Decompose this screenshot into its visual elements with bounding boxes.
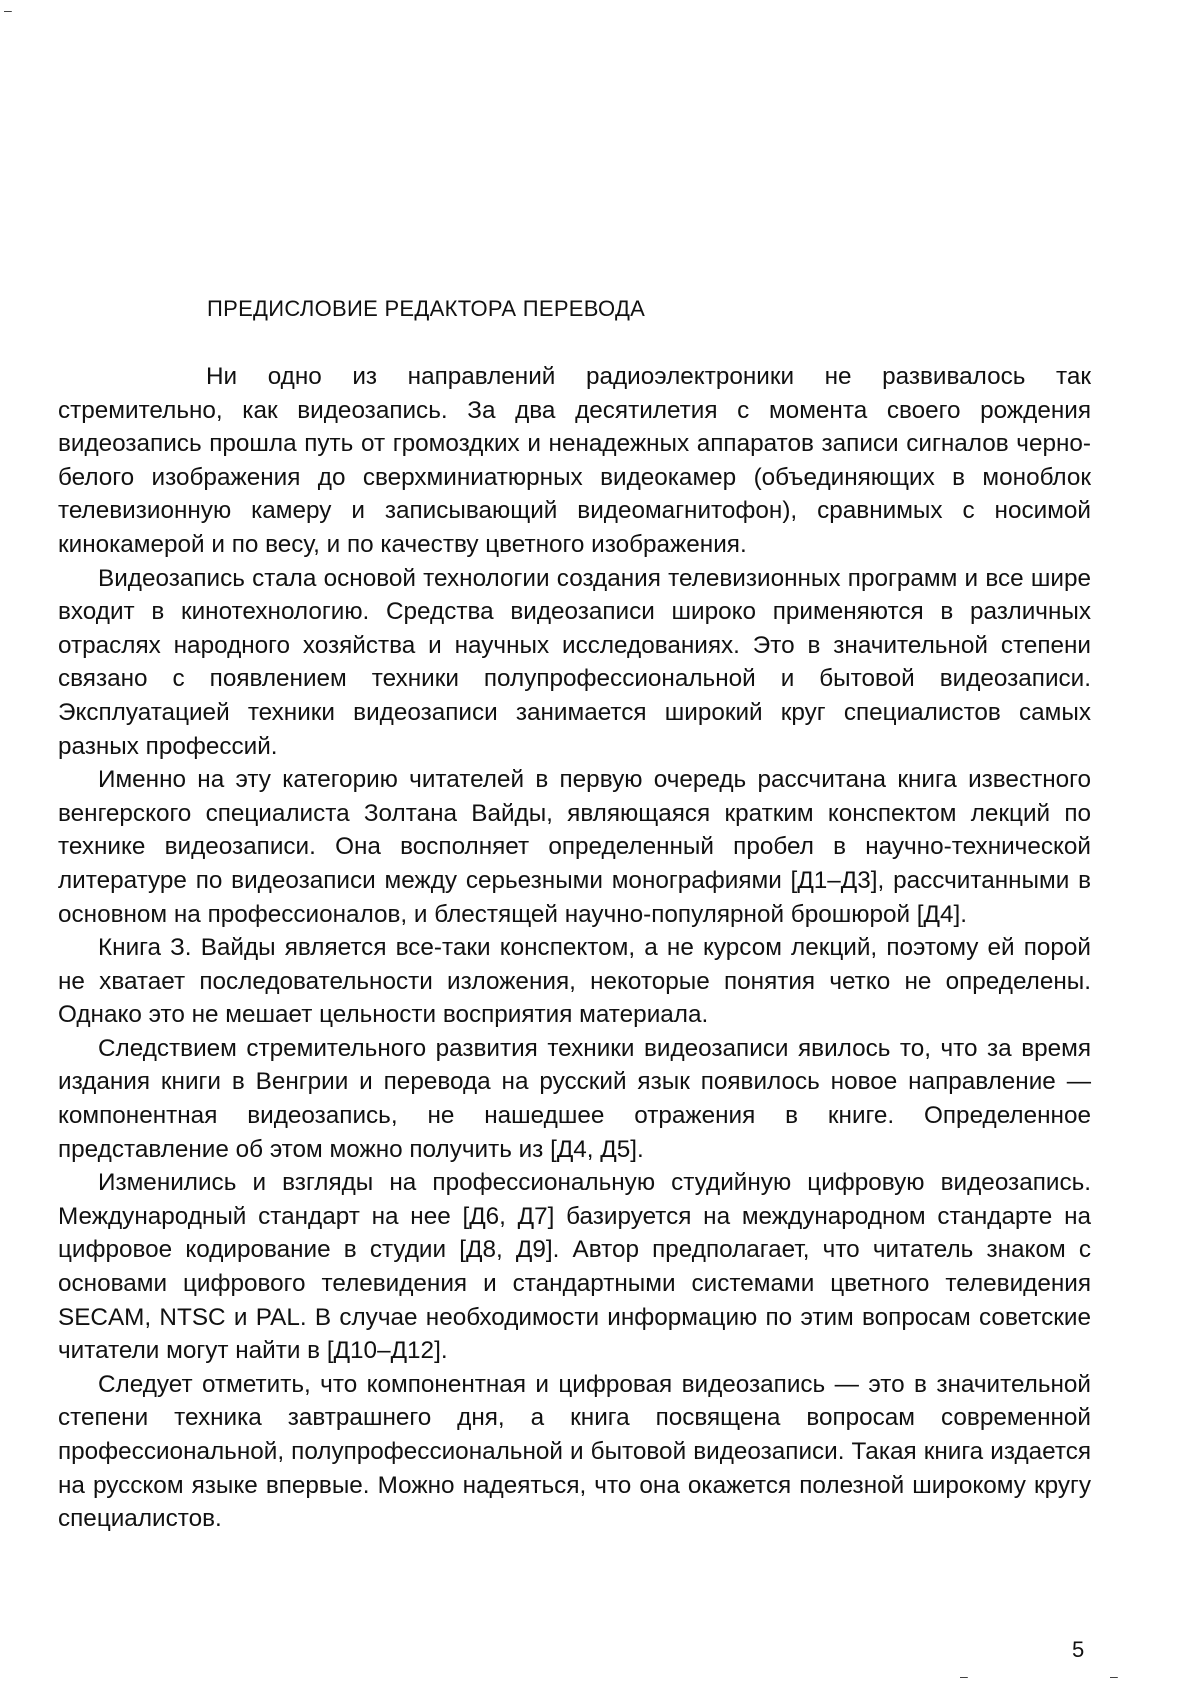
- paragraph-2: Видеозапись стала основой технологии создания телевизионных программ и все шире входит в кинотехнологию. Средства видеозаписи широко применяются в различных отраслях народного хозяйства и научных исследованиях. Это в значительной степени связано с появлением техники полупрофессиональной и бытовой видеозаписи. Эксплуатацией техники видеозаписи занимается широкий круг специалистов самых разных профессий.: [58, 564, 1091, 760]
- page-number: 5: [1072, 1637, 1085, 1662]
- paragraph-4: Книга З. Вайды является все-таки конспектом, а не курсом лекций, поэтому ей порой не хватает последовательности изложения, некоторые понятия четко не определены. Однако это не мешает цельности восприятия материала.: [58, 934, 1091, 1029]
- edge-mark-left: –: [960, 1668, 968, 1684]
- page-title: ПРЕДИСЛОВИЕ РЕДАКТОРА ПЕРЕВОДА: [207, 296, 646, 321]
- paragraph-1: Ни одно из направлений радиоэлектроники не развивалось так стремительно, как видеозапись. За два десятилетия с момента своего рождения видеозапись прошла путь от громоздких и ненадежных аппаратов записи сигналов черно-белого изображения до сверхминиатюрных видеокамер (объединяющих в моноблок телевизионную камеру и записывающий видеомагнитофон), сравнимых с носимой кинокамерой и по весу, и по качеству цветного изображения.: [58, 363, 1091, 558]
- paragraph-3: Именно на эту категорию читателей в первую очередь рассчитана книга известного венгерского специалиста Золтана Вайды, являющаяся кратким конспектом лекций по технике видеозаписи. Она восполняет определенный пробел в научно-технической литературе по видеозаписи между серьезными монографиями [Д1–Д3], рассчитанными в основном на профессионалов, и блестящей научно-популярной брошюрой [Д4].: [58, 766, 1091, 928]
- paragraph-6: Изменились и взгляды на профессиональную студийную цифровую видеозапись. Международный стандарт на нее [Д6, Д7] базируется на международном стандарте на цифровое кодирование в студии [Д8, Д9]. Автор предполагает, что читатель знаком с основами цифрового телевидения и стандартными системами цветного телевидения SECAM, NTSC и PAL. В случае необходимости информацию по этим вопросам советские читатели могут найти в [Д10–Д12].: [58, 1169, 1091, 1365]
- edge-mark-right: –: [1110, 1668, 1118, 1684]
- paragraph-7: Следует отметить, что компонентная и цифровая видеозапись — это в значительной степени техника завтрашнего дня, а книга посвящена вопросам современной профессиональной, полупрофессиональной и бытовой видеозаписи. Такая книга издается на русском языке впервые. Можно надеяться, что она окажется полезной широкому кругу специалистов.: [58, 1370, 1091, 1533]
- paragraph-5: Следствием стремительного развития техники видеозаписи явилось то, что за время издания книги в Венгрии и перевода на русский язык появилось новое направление — компонентная видеозапись, не нашедшее отражения в книге. Определенное представление об этом можно получить из [Д4, Д5].: [58, 1034, 1091, 1163]
- corner-mark: –: [4, 2, 12, 18]
- body-text: [58, 360, 1091, 1536]
